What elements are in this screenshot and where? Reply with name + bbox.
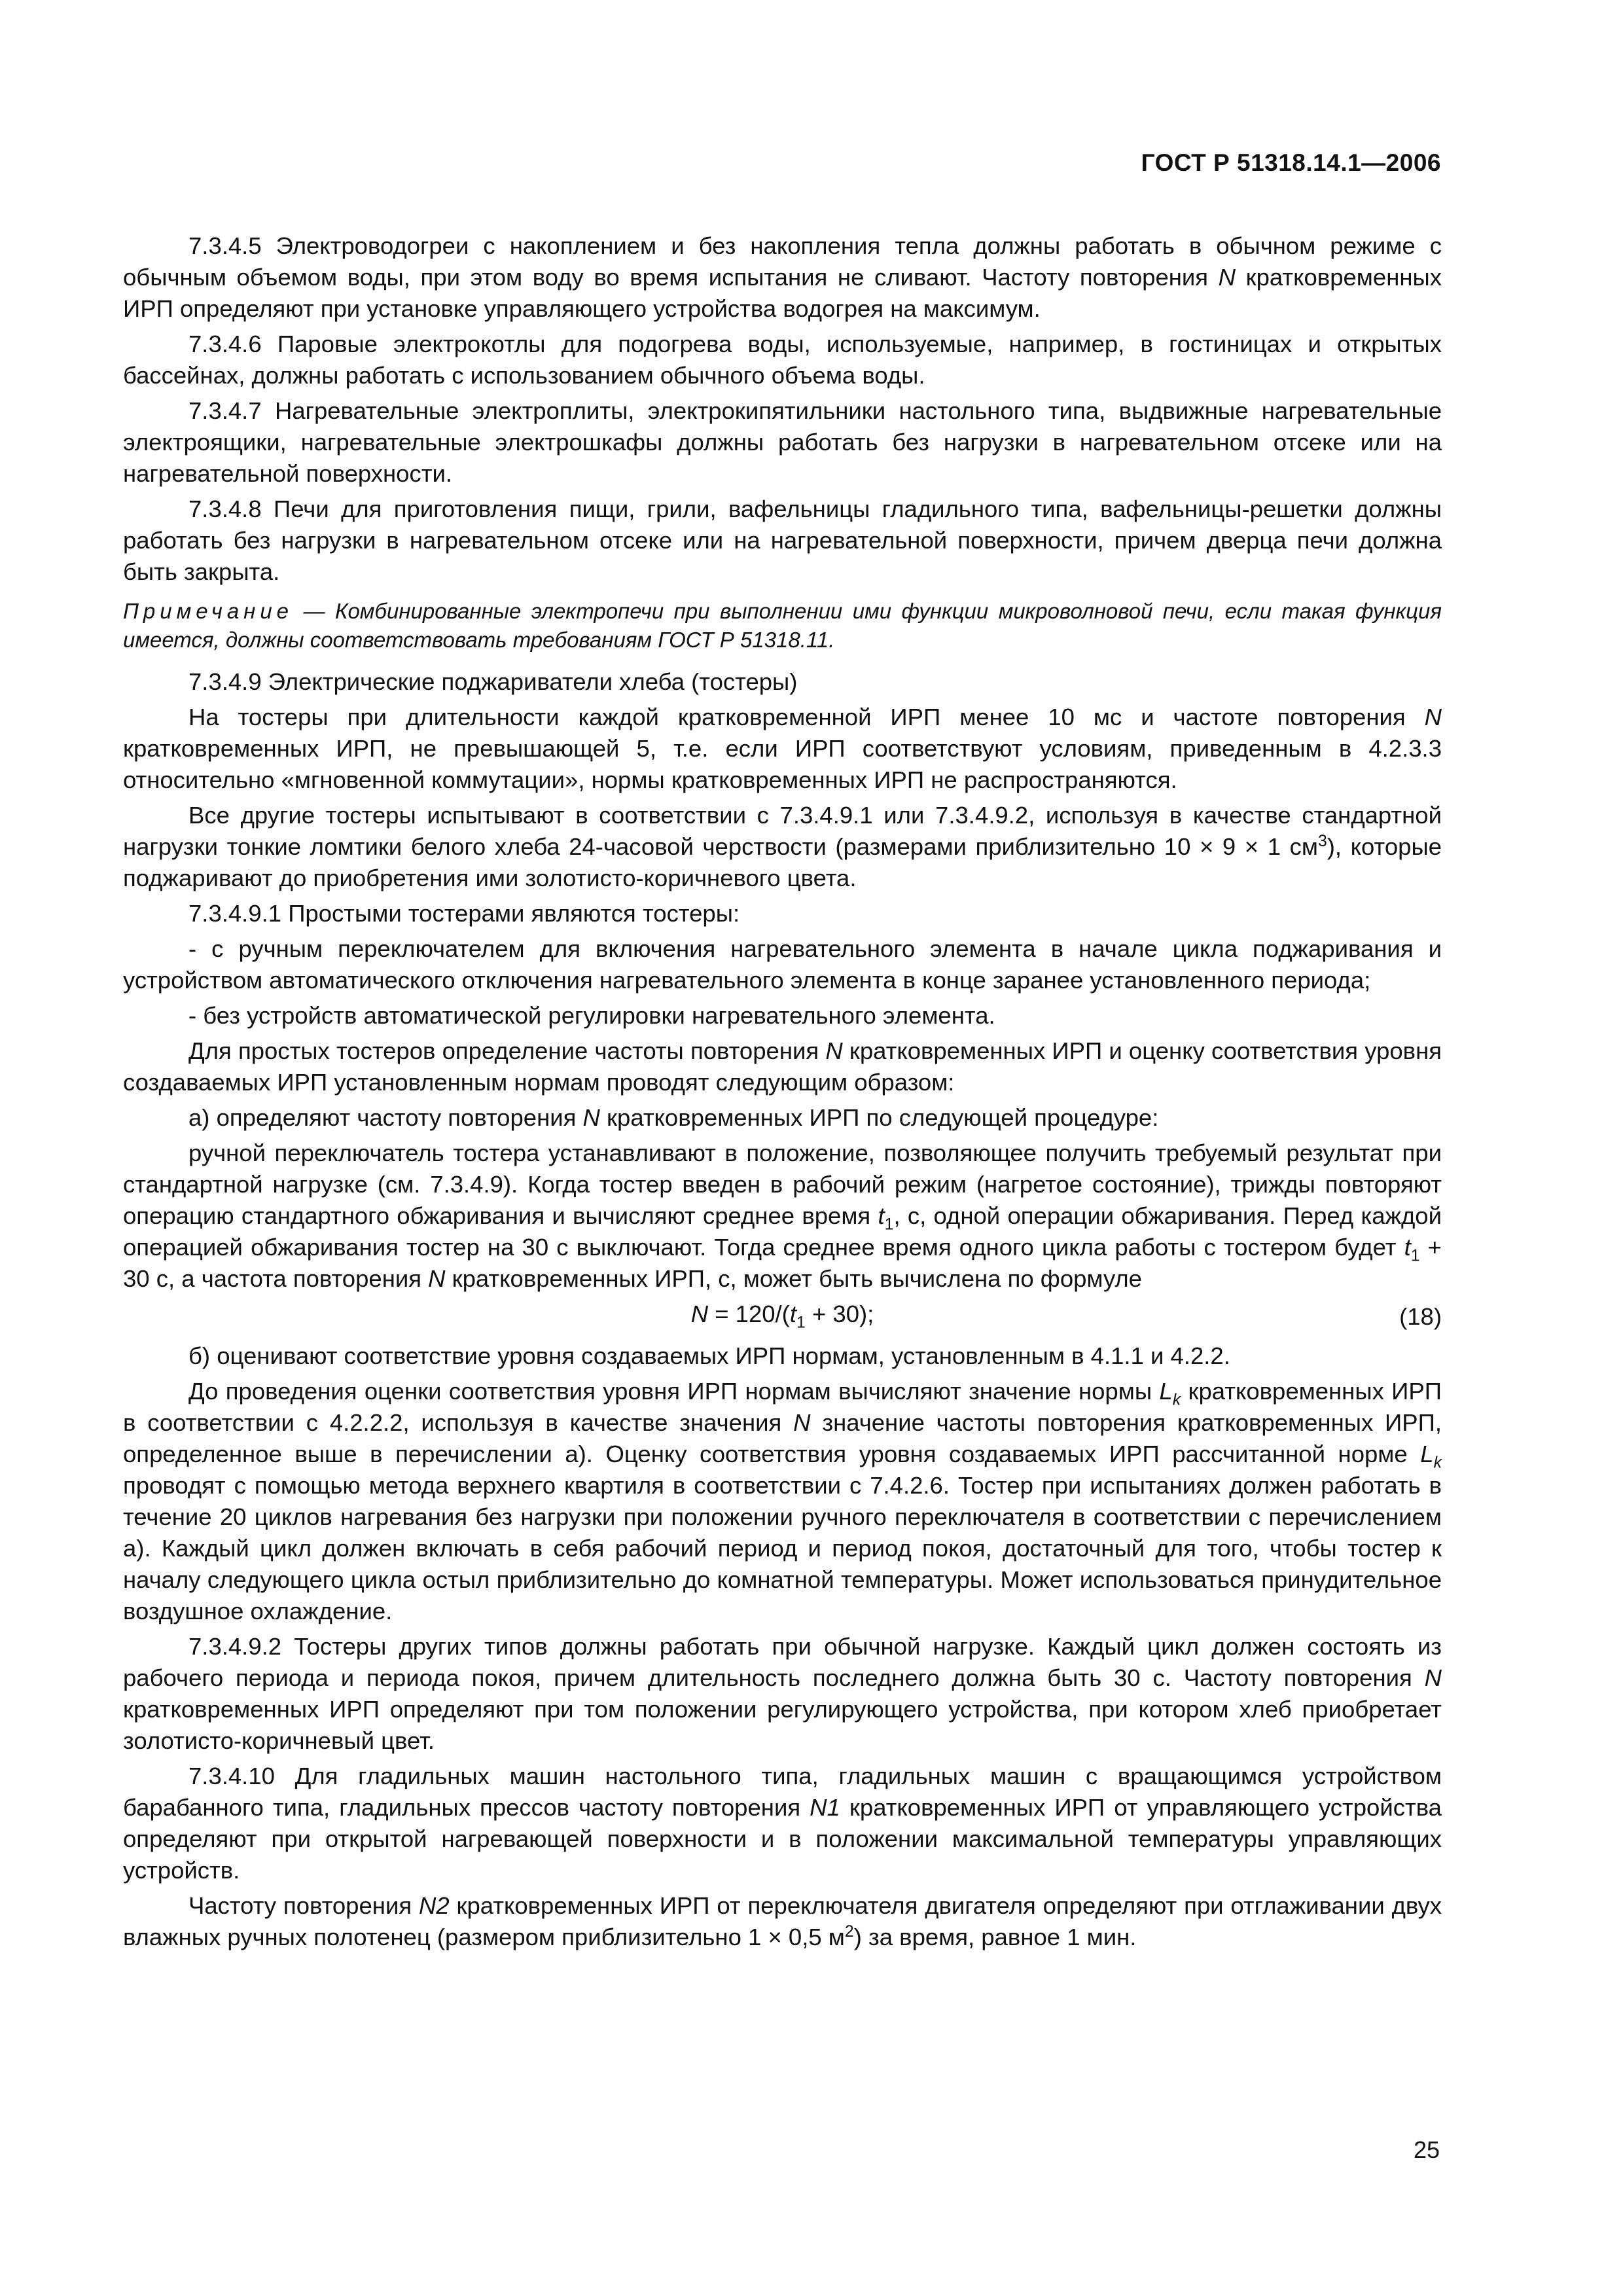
paragraph-other-toasters: Все другие тостеры испытывают в соответствии с 7.3.4.9.1 или 7.3.4.9.2, используя в качестве стандартной нагрузки тонкие ломтики белого хлеба 24-часовой черствости (размерами приблизительно 10 × 9 × 1 $см^3$), которые поджаривают до приобретения ими золотисто-коричневого цвета. (123, 802, 1442, 891)
formula-18 (123, 1299, 1442, 1336)
document-header: ГОСТ Р 51318.14.1—2006 (1141, 149, 1441, 176)
list-item-no-auto-regulation: - без устройств автоматической регулировки нагревательного элемента. (188, 1002, 995, 1029)
paragraph-7-3-4-7: 7.3.4.7 Нагревательные электроплиты, электрокипятильники настольного типа, выдвижные нагревательные электроящики, нагревательные электрошкафы должны работать без нагрузки в нагревательном отсеке или на нагревательной поверхности. (123, 397, 1442, 487)
paragraph-7-3-4-10: 7.3.4.10 Для гладильных машин настольного типа, гладильных машин с вращающимся устройством барабанного типа, гладильных прессов частоту повторения N1 кратковременных ИРП от управляющего устройства определяют при открытой нагревающей поверхности и в положении максимальной температуры управляющих устройств. (123, 1763, 1442, 1884)
formula-expression: $N = 120/(t_1 + 30)$; (690, 1300, 874, 1332)
paragraph-7-3-4-5: 7.3.4.5 Электроводогреи с накоплением и без накопления тепла должны работать в обычном режиме с обычным объемом воды, при этом воду во время испытания не сливают. Частоту повторения N кратковременных ИРП определяют при установке управляющего устройства водогрея на максимум. (123, 232, 1442, 322)
paragraph-7-3-4-6: 7.3.4.6 Паровые электрокотлы для подогрева воды, используемые, например, в гостиницах и открытых бассейнах, должны работать с использованием обычного объема воды. (123, 331, 1442, 389)
list-item-manual-switch: - с ручным переключателем для включения нагревательного элемента в начале цикла поджаривания и устройством автоматического отключения нагревательного элемента в конце заранее установленного периода; (123, 935, 1442, 994)
document-body (123, 230, 1442, 1957)
note (123, 597, 1442, 655)
note-label: Примечание (123, 599, 294, 623)
paragraph-toasters-exemption: На тостеры при длительности каждой кратковременной ИРП менее 10 мс и частоте повторения N кратковременных ИРП, не превышающей 5, т.е. если ИРП соответствуют условиям, приведенным в 4.2.3.3 относительно «мгновенной коммутации», нормы кратковременных ИРП не распространяются. (123, 704, 1442, 793)
paragraph-simple-toasters: Для простых тостеров определение частоты повторения N кратковременных ИРП и оценку соответствия уровня создаваемых ИРП установленным нормам проводят следующим образом: (123, 1037, 1442, 1096)
paragraph-assessment: До проведения оценки соответствия уровня ИРП нормам вычисляют значение нормы $L_k$ кратковременных ИРП в соответствии с 4.2.2.2, используя в качестве значения N значение частоты повторения кратковременных ИРП, определенное выше в перечислении а). Оценку соответствия уровня создаваемых ИРП рассчитанной норме $L_k$ проводят с помощью метода верхнего квартиля в соответствии с 7.4.2.6. Тостер при испытаниях должен работать в течение 20 циклов нагревания без нагрузки при положении ручного переключателя в соответствии с перечислением а). Каждый цикл должен включать в себя рабочий период и период покоя, достаточный для того, чтобы тостер к началу следующего цикла остыл приблизительно до комнатной температуры. Может использоваться принудительное воздушное охлаждение. (123, 1378, 1442, 1624)
paragraph-7-3-4-8: 7.3.4.8 Печи для приготовления пищи, грили, вафельницы гладильного типа, вафельницы-решетки должны работать без нагрузки в нагревательном отсеке или на нагревательной поверхности, причем дверца печи должна быть закрыта. (123, 495, 1442, 585)
paragraph-7-3-4-9-title: 7.3.4.9 Электрические поджариватели хлеба (тостеры) (188, 668, 798, 695)
paragraph-motor-switch: Частоту повторения N2 кратковременных ИРП от переключателя двигателя определяют при отглаживании двух влажных ручных полотенец (размером приблизительно 1 × 0,5 $м^2$) за время, равное 1 мин. (123, 1892, 1442, 1950)
note-text: — Комбинированные электропечи при выполнении ими функции микроволновой печи, если такая функция имеется, должны соответствовать требованиям ГОСТ Р 51318.11. (123, 599, 1442, 652)
formula-number: (18) (1399, 1303, 1442, 1330)
paragraph-procedure: ручной переключатель тостера устанавливают в положение, позволяющее получить требуемый результат при стандартной нагрузке (см. 7.3.4.9). Когда тостер введен в рабочий режим (нагретое состояние), трижды повторяют операцию стандартного обжаривания и вычисляют среднее время $t_1$, с, одной операции обжаривания. Перед каждой операцией обжаривания тостер на 30 с выключают. Тогда среднее время одного цикла работы с тостером будет $t_1 + 30$ с, а частота повторения N кратковременных ИРП, с, может быть вычислена по формуле (123, 1139, 1442, 1292)
list-item-b: б) оценивают соответствие уровня создаваемых ИРП нормам, установленным в 4.1.1 и 4.2.2. (188, 1342, 1230, 1369)
page-number: 25 (1413, 2136, 1440, 2163)
paragraph-7-3-4-9-2: 7.3.4.9.2 Тостеры других типов должны работать при обычной нагрузке. Каждый цикл должен состоять из рабочего периода и периода покоя, причем длительность последнего должна быть 30 с. Частоту повторения N кратковременных ИРП определяют при том положении регулирующего устройства, при котором хлеб приобретает золотисто-коричневый цвет. (123, 1633, 1442, 1754)
list-item-a: а) определяют частоту повторения N кратковременных ИРП по следующей процедуре: (188, 1104, 1159, 1131)
paragraph-7-3-4-9-1: 7.3.4.9.1 Простыми тостерами являются тостеры: (188, 900, 740, 927)
